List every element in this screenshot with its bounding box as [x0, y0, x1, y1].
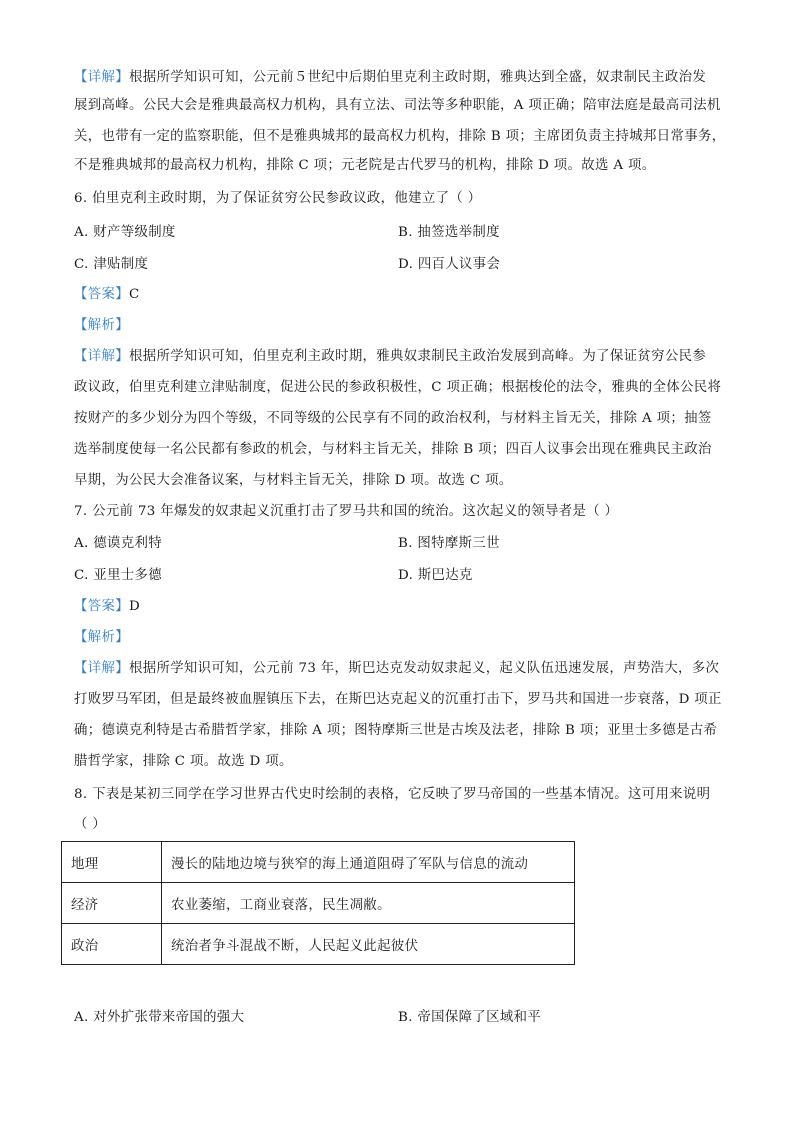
q8-stem-line-1: 8. 下表是某初三同学在学习世界古代史时绘制的表格，它反映了罗马帝国的一些基本情况。这可用来说明: [74, 787, 711, 802]
q8-option-a: A. 对外扩张带来帝国的强大: [74, 1010, 245, 1025]
q8-option-b: B. 帝国保障了区域和平: [398, 1010, 542, 1025]
q7-option-d: D. 斯巴达克: [398, 568, 473, 583]
table-row: [62, 842, 575, 883]
table-cell-key: 经济: [62, 883, 162, 924]
q7-option-a: A. 德谟克利特: [74, 536, 162, 551]
q6-detail-line-1: 【详解】根据所学知识可知，伯里克利主政时期，雅典奴隶制民主政治发展到高峰。为了保证贫穷公民参: [74, 349, 707, 364]
table-cell-key: 政治: [62, 924, 162, 965]
q6-analysis-tag: 【解析】: [74, 318, 129, 333]
table-cell-value: 漫长的陆地边境与狭窄的海上通道阻碍了军队与信息的流动: [162, 842, 575, 883]
q5-detail-line-1: 【详解】根据所学知识可知，公元前５世纪中后期伯里克利主政时期，雅典达到全盛，奴隶制民主政治发: [74, 70, 707, 85]
answer-tag: 【答案】: [74, 287, 129, 302]
q6-detail-line-3: 按财产的多少划分为四个等级，不同等级的公民享有不同的政治权利，与材料主旨无关，排除 A 项；抽签: [74, 411, 712, 426]
q5-detail-line-3: 关，也带有一定的监察职能，但不是雅典城邦的最高权力机构，排除 B 项；主席团负责主持城邦日常事务，: [74, 129, 726, 144]
q7-detail-line-1: 【详解】根据所学知识可知，公元前 73 年，斯巴达克发动奴隶起义，起义队伍迅速发展，声势浩大，多次: [74, 661, 720, 676]
q6-option-b: B. 抽签选举制度: [398, 225, 500, 240]
q7-stem: 7. 公元前 73 年爆发的奴隶起义沉重打击了罗马共和国的统治。这次起义的领导者是（ ）: [74, 504, 619, 519]
table-cell-value: 统治者争斗混战不断，人民起义此起彼伏: [162, 924, 575, 965]
detail-tag: 【详解】: [74, 70, 129, 85]
table-row: [62, 924, 575, 965]
q7-option-b: B. 图特摩斯三世: [398, 536, 500, 551]
q7-analysis-tag: 【解析】: [74, 630, 129, 645]
q6-option-a: A. 财产等级制度: [74, 225, 176, 240]
q5-detail-line-2: 展到高峰。公民大会是雅典最高权力机构，具有立法、司法等多种职能，A 项正确；陪审法庭是最高司法机: [74, 98, 721, 113]
q7-detail-line-2: 打败罗马军团，但是最终被血腥镇压下去，在斯巴达克起义的沉重打击下，罗马共和国进一步衰落，D 项正: [74, 692, 722, 707]
q7-answer: 【答案】D: [74, 599, 141, 614]
q6-option-c: C. 津贴制度: [74, 257, 149, 272]
q6-answer: [74, 285, 724, 305]
rome-info-table: [61, 841, 575, 965]
q8-stem-line-2: （ ）: [74, 817, 107, 832]
q7-answer-value: D: [128, 599, 141, 614]
table-cell-value: 农业萎缩，工商业衰落，民生凋敝。: [162, 883, 575, 924]
q7-detail-line-4: 腊哲学家，排除 C 项。故选 D 项。: [74, 754, 293, 769]
q6-option-d: D. 四百人议事会: [398, 257, 501, 272]
table-cell-key: 地理: [62, 842, 162, 883]
table-row: [62, 883, 575, 924]
q5-detail-line-4: 不是雅典城邦的最高权力机构，排除 C 项；元老院是古代罗马的机构，排除 D 项。故选 A 项。: [74, 158, 656, 173]
q7-detail-line-3: 确；德谟克利特是古希腊哲学家，排除 A 项；图特摩斯三世是古埃及法老，排除 B 项；亚里士多德是古希: [74, 723, 718, 738]
q6-detail-line-5: 早期，为公民大会准备议案，与材料主旨无关，排除 D 项。故选 C 项。: [74, 473, 513, 488]
q6-stem: 6. 伯里克利主政时期，为了保证贫穷公民参政议政，他建立了（ ）: [74, 191, 482, 206]
q6-detail-line-4: 选举制度使每一名公民都有参政的机会，与材料主旨无关，排除 B 项；四百人议事会出现在雅典民主政治: [74, 442, 712, 457]
q6-answer-value: C: [128, 287, 140, 302]
q6-detail-line-2: 政议政，伯里克利建立津贴制度，促进公民的参政积极性，C 项正确；根据梭伦的法令，雅典的全体公民将: [74, 380, 722, 395]
q7-option-c: C. 亚里士多德: [74, 568, 163, 583]
